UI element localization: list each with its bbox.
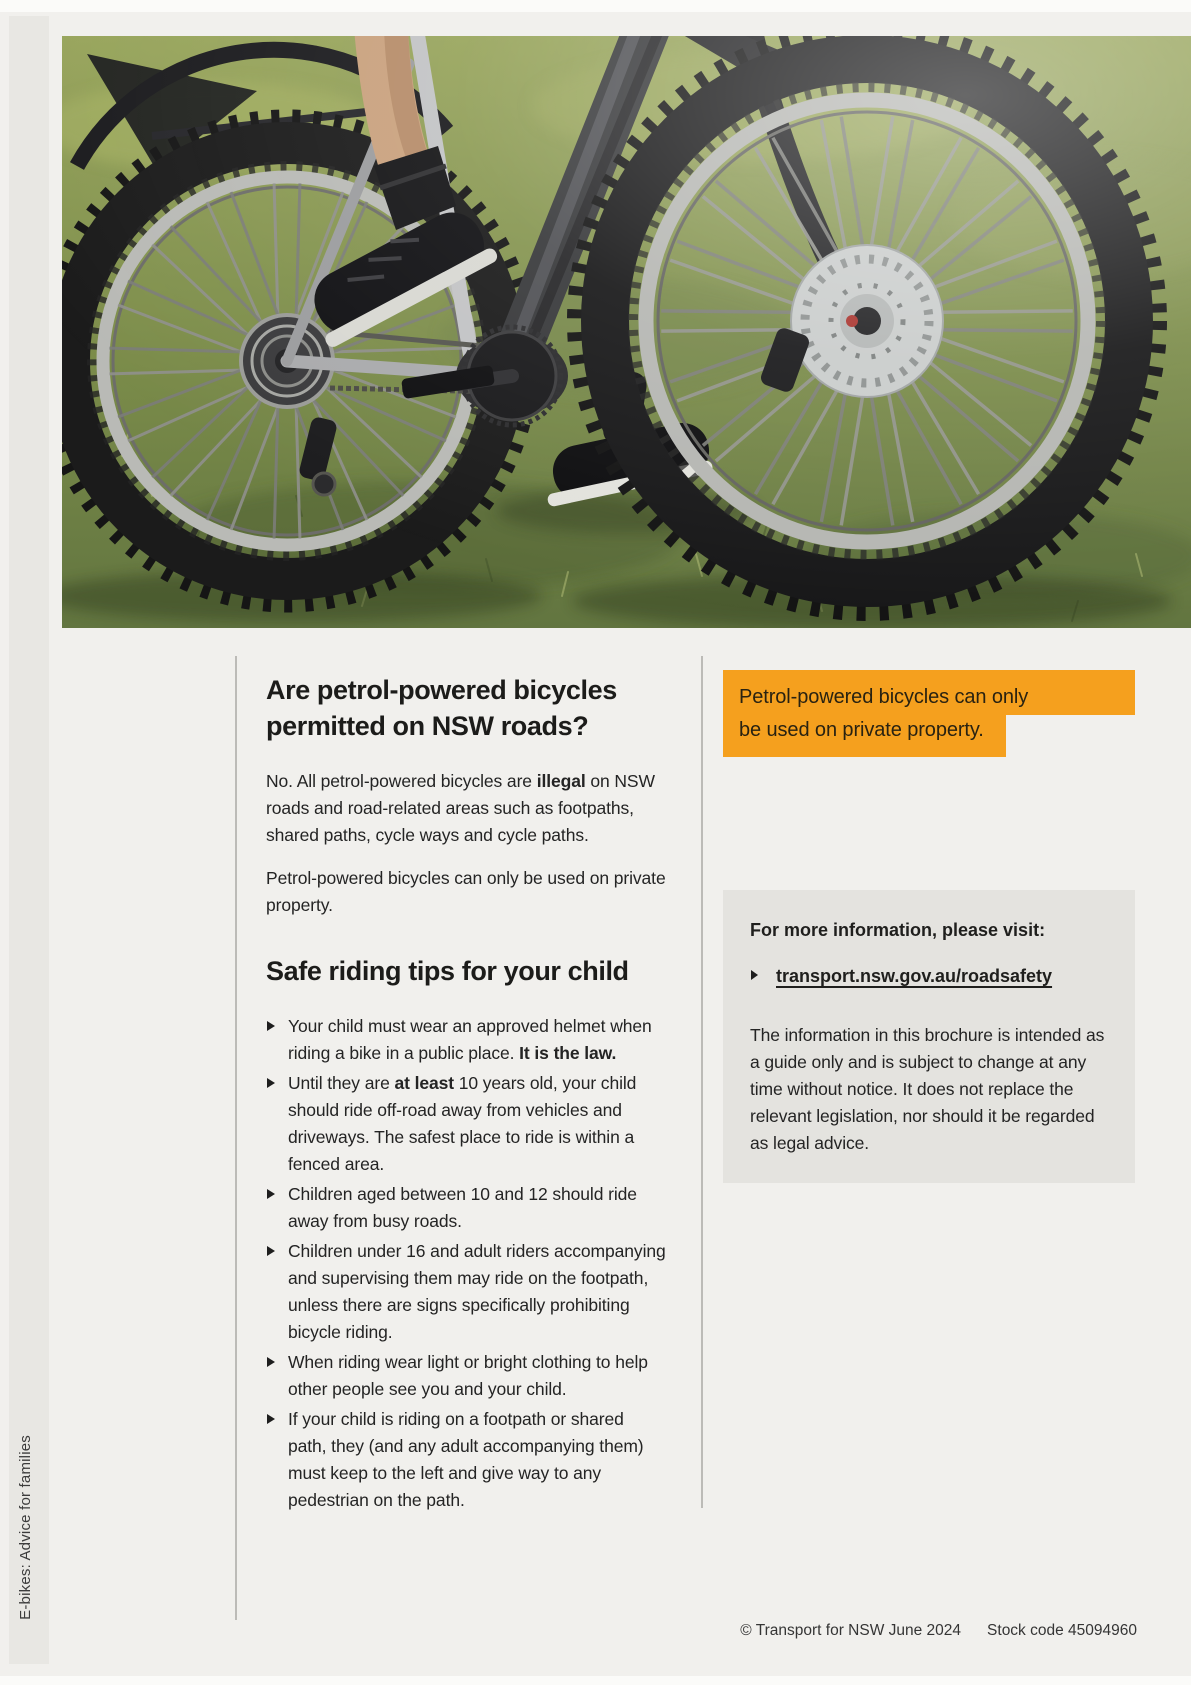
tip-text: Until they are at least 10 years old, your child should ride off-road away from vehicles and driveways. The safest place to ride is within a fenced area. bbox=[288, 1073, 637, 1174]
tip-item bbox=[266, 1349, 666, 1403]
callout-line-2: be used on private property. bbox=[723, 715, 1006, 757]
tip-text: Children aged between 10 and 12 should ride away from busy roads. bbox=[288, 1184, 637, 1231]
bullet-triangle-icon bbox=[267, 1246, 275, 1256]
tip-text: Children under 16 and adult riders accompanying and supervising them may ride on the footpath, unless there are signs specifically prohibiting bicycle riding. bbox=[288, 1241, 666, 1342]
column-divider-left bbox=[235, 656, 237, 1620]
question-paragraph-1: No. All petrol-powered bicycles are illegal on NSW roads and road-related areas such as footpaths, shared paths, cycle ways and cycle paths. bbox=[266, 771, 655, 845]
page-footer bbox=[740, 1622, 1137, 1640]
question-paragraph-2: Petrol-powered bicycles can only be used on private property. bbox=[266, 868, 666, 915]
tip-item bbox=[266, 1181, 666, 1235]
main-column bbox=[266, 656, 666, 1517]
tip-item bbox=[266, 1238, 666, 1346]
disclaimer-text: The information in this brochure is intended as a guide only and is subject to change at any time without notice. It does not replace the relevant legislation, nor should it be regarded as legal advice. bbox=[750, 1025, 1105, 1153]
bike-photo-illustration bbox=[62, 36, 1191, 628]
bullet-triangle-icon bbox=[267, 1189, 275, 1199]
copyright-text: © Transport for NSW June 2024 bbox=[740, 1622, 962, 1639]
tip-text: Your child must wear an approved helmet when riding a bike in a public place. It is the law. bbox=[288, 1016, 652, 1063]
aside-column bbox=[723, 656, 1135, 1183]
bullet-triangle-icon bbox=[267, 1357, 275, 1367]
bullet-triangle-icon bbox=[267, 1078, 275, 1088]
bike-photo bbox=[62, 36, 1191, 628]
roadsafety-link[interactable]: transport.nsw.gov.au/roadsafety bbox=[776, 966, 1053, 986]
tip-item bbox=[266, 1070, 666, 1178]
spine-label: E-bikes: Advice for families bbox=[17, 1435, 34, 1620]
link-arrow-icon bbox=[751, 970, 758, 980]
spine-strip bbox=[9, 16, 49, 1664]
tip-item bbox=[266, 1406, 666, 1514]
info-box-heading: For more information, please visit: bbox=[750, 920, 1046, 940]
tips-heading: Safe riding tips for your child bbox=[266, 956, 629, 986]
tip-text: If your child is riding on a footpath or shared path, they (and any adult accompanying them) must keep to the left and give way to any pedestrian on the path. bbox=[288, 1409, 644, 1510]
tip-text: When riding wear light or bright clothing to help other people see you and your child. bbox=[288, 1352, 648, 1399]
bullet-triangle-icon bbox=[267, 1021, 275, 1031]
stock-code: Stock code 45094960 bbox=[987, 1622, 1137, 1639]
column-divider-right bbox=[701, 656, 703, 1508]
callout-line-1: Petrol-powered bicycles can only bbox=[723, 670, 1135, 715]
info-box bbox=[723, 890, 1135, 1183]
callout-highlight bbox=[723, 670, 1135, 757]
question-heading: Are petrol-powered bicycles permitted on NSW roads? bbox=[266, 675, 617, 741]
info-link-row bbox=[750, 964, 1109, 988]
tips-list bbox=[266, 1013, 666, 1514]
tip-item bbox=[266, 1013, 666, 1067]
bullet-triangle-icon bbox=[267, 1414, 275, 1424]
